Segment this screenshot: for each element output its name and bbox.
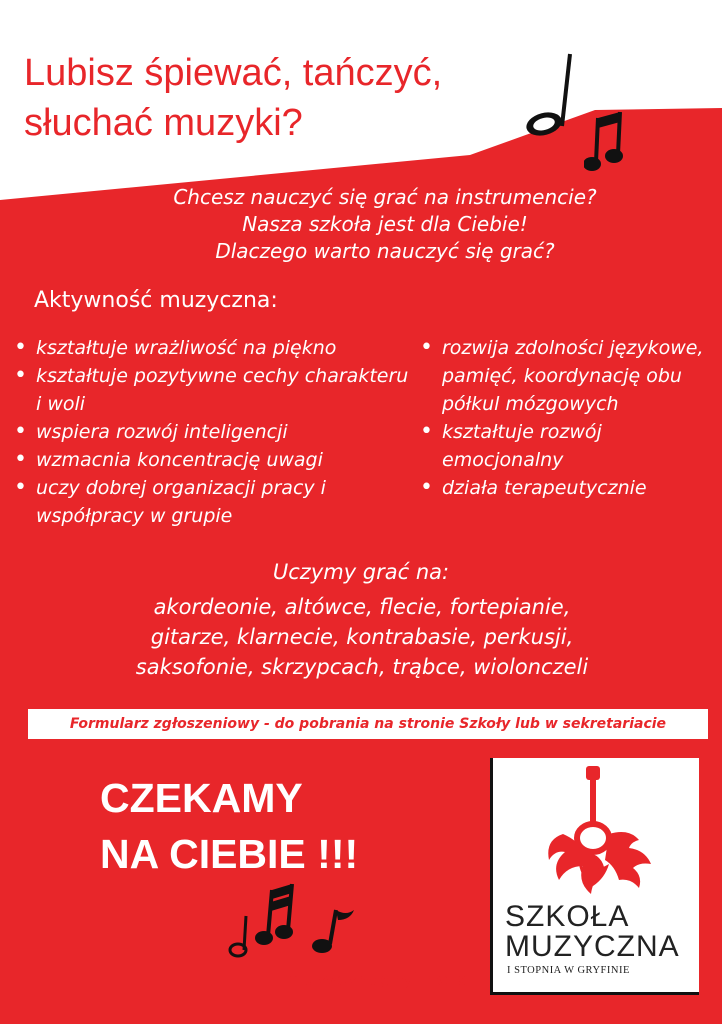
list-item: • rozwija zdolności językowe, pamięć, koordynację obu półkul mózgowych: [420, 334, 710, 418]
logo-text-line-1: SZKOŁA: [505, 900, 630, 933]
griffin-guitar-icon: [523, 764, 663, 900]
instruments-list: [62, 592, 662, 682]
logo-text-line-3: I STOPNIA W GRYFINIE: [507, 965, 630, 976]
intro-text: [100, 184, 670, 265]
headline-line-2: słuchać muzyki?: [24, 102, 303, 144]
cta-line-1: CZEKAMY: [100, 775, 303, 821]
intro-line-3: Dlaczego warto nauczyć się grać?: [215, 239, 555, 263]
benefits-title: Aktywność muzyczna:: [34, 288, 278, 313]
list-item: • kształtuje pozytywne cechy charakteru i woli: [14, 362, 414, 418]
instruments-line-3: saksofonie, skrzypcach, trąbce, wiolonczeli: [135, 655, 589, 679]
cta-line-2: NA CIEBIE !!!: [100, 831, 359, 877]
school-logo: [490, 758, 699, 995]
logo-text-line-2: MUZYCZNA: [505, 930, 680, 963]
list-item: • działa terapeutycznie: [420, 474, 710, 502]
headline-line-1: Lubisz śpiewać, tańczyć,: [24, 52, 443, 94]
intro-line-2: Nasza szkoła jest dla Ciebie!: [242, 212, 528, 236]
instruments-line-1: akordeonie, altówce, flecie, fortepianie,: [153, 595, 571, 619]
instruments-line-2: gitarze, klarnecie, kontrabasie, perkusji,: [150, 625, 574, 649]
list-item: • wzmacnia koncentrację uwagi: [14, 446, 414, 474]
intro-line-1: Chcesz nauczyć się grać na instrumencie?: [173, 185, 597, 209]
form-note: Formularz zgłoszeniowy - do pobrania na stronie Szkoły lub w sekretariacie: [28, 709, 708, 739]
instruments-title: Uczymy grać na:: [272, 560, 450, 584]
music-note-icon: [516, 48, 586, 138]
double-note-icon: [584, 110, 630, 176]
website-url[interactable]: muzycznagryfino.pl: [286, 970, 473, 990]
call-to-action: [100, 770, 358, 882]
music-notes-icon: [226, 880, 366, 960]
benefits-list-left: [14, 334, 414, 530]
list-item: • wspiera rozwój inteligencji: [14, 418, 414, 446]
list-item: • kształtuje rozwój emocjonalny: [420, 418, 710, 474]
benefits-list-right: [420, 334, 710, 502]
headline: [24, 48, 564, 148]
list-item: • kształtuje wrażliwość na piękno: [14, 334, 414, 362]
list-item: • uczy dobrej organizacji pracy i współpracy w grupie: [14, 474, 414, 530]
